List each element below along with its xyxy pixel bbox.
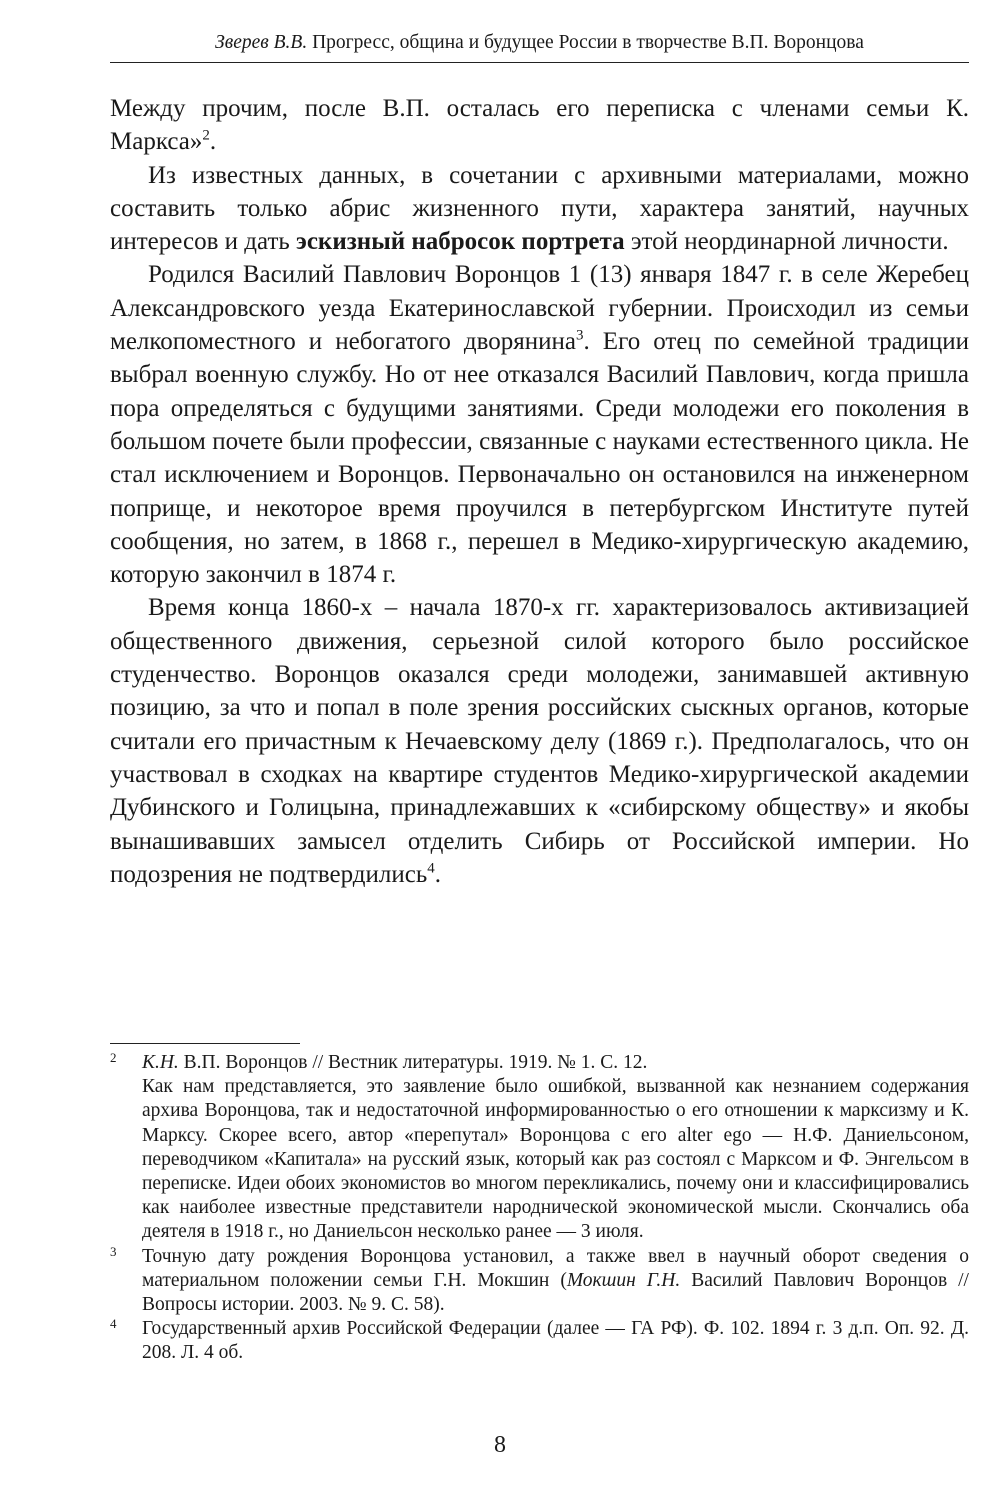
- footnotes: [110, 1051, 969, 1366]
- running-head-title: Прогресс, община и будущее России в творчестве В.П. Воронцова: [312, 32, 864, 53]
- footnote-2-source: В.П. Воронцов // Вестник литературы. 1919. № 1. С. 12.: [178, 1052, 648, 1073]
- footnote-4: [110, 1317, 969, 1365]
- footnote-3-text: Точную дату рождения Воронцова установил, а также ввел в научный оборот сведения о материальном положении семьи Г.Н. Мокшин (: [142, 1245, 969, 1291]
- footnote-4-text: Государственный архив Российской Федерации (далее — ГА РФ). Ф. 102. 1894 г. 3 д.п. Оп. 92. Д. 208. Л. 4 об.: [142, 1318, 969, 1364]
- footnote-3-tail: Василий Павлович Воронцов // Вопросы истории. 2003. № 9. С. 58).: [142, 1269, 969, 1316]
- bold-phrase: эскизный набросок портрета: [296, 228, 625, 256]
- paragraph-3: [110, 258, 969, 591]
- main-text: [110, 92, 969, 891]
- paragraph-3-tail: . Его отец по семейной традиции выбрал военную службу. Но от нее отказался Василий Павлович, когда пришла пора определяться с будущими занятиями. Среди молодежи его поколения в большом почете были профессии, связанные с науками естественного цикла. Не стал исключением и Воронцов. Первоначально он остановился на инженерном поприще, и некоторое время проучился в петербургском Институте путей сообщения, но затем, в 1868 г., перешел в Медико-хирургическую академию, которую закончил в 1874 г.: [110, 328, 969, 589]
- footnote-4-number: 4: [110, 1316, 117, 1332]
- footnote-3: [110, 1245, 969, 1318]
- running-head: [110, 28, 969, 63]
- paragraph-2-tail: этой неординарной личности.: [624, 228, 949, 256]
- footnote-2-author: К.Н.: [142, 1052, 179, 1073]
- paragraph-3-text: Родился Василий Павлович Воронцов 1 (13) января 1847 г. в селе Жеребец Александровского уезда Екатеринославской губернии. Происходил из семьи мелкопоместного и небогатого дворянина: [110, 261, 969, 356]
- footnote-2: [110, 1051, 969, 1245]
- paragraph-4-tail: .: [434, 860, 442, 888]
- page-number: 8: [494, 1432, 506, 1458]
- footnote-ref-3: 3: [576, 327, 584, 344]
- footnote-divider: [110, 1043, 300, 1044]
- running-head-author: Зверев В.В.: [215, 32, 308, 53]
- paragraph-1: [110, 92, 969, 159]
- footnote-2-number: 2: [110, 1050, 117, 1065]
- footnote-ref-4: 4: [427, 860, 435, 877]
- paragraph-1-text: Между прочим, после В.П. осталась его переписка с членами семьи К. Маркса»: [110, 95, 969, 156]
- paragraph-2-text: Из известных данных, в сочетании с архивными материалами, можно составить только абрис жизненного пути, характера занятий, научных интересов и дать: [110, 161, 969, 256]
- paragraph-4-text: Время конца 1860-х – начала 1870-х гг. характеризовалось активизацией общественного движения, серьезной силой которого было российское студенчество. Воронцов оказался среди молодежи, занимавшей активную позицию, за что и попал в поле зрения российских сыскных органов, которые считали его причастным к Нечаевскому делу (1869 г.). Предполагалось, что он участвовал в сходках на квартире студентов Медико-хирургической академии Дубинского и Голицына, принадлежавших к «сибирскому обществу» и якобы вынашивавших замысел отделить Сибирь от Российской империи. Но подозрения не подтвердились: [110, 594, 969, 888]
- paragraph-2: [110, 159, 969, 259]
- paragraph-4: [110, 591, 969, 891]
- footnote-3-author: Мокшин Г.Н.: [566, 1269, 681, 1291]
- footnote-3-number: 3: [110, 1243, 117, 1259]
- paragraph-1-tail: .: [209, 128, 217, 156]
- footnote-2-reference: [142, 1051, 969, 1075]
- footnote-2-comment: Как нам представляется, это заявление было ошибкой, вызванной как незнанием содержания архива Воронцова, так и недостаточной информированностью о его отношении к марксизму и К. Марксу. Скорее всего, автор «перепутал» Воронцова с его alter ego — Н.Ф. Даниельсоном, переводчиком «Капитала» на русский язык, который как раз состоял с Марксом и Ф. Энгельсом в переписке. Идеи обоих экономистов во многом перекликались, почему они и классифицировались как наиболее известные представители народнической экономической мысли. Скончались оба деятеля в 1918 г., но Даниельсон несколько ранее — 3 июля.: [142, 1076, 969, 1243]
- footnote-ref-2: 2: [202, 127, 210, 144]
